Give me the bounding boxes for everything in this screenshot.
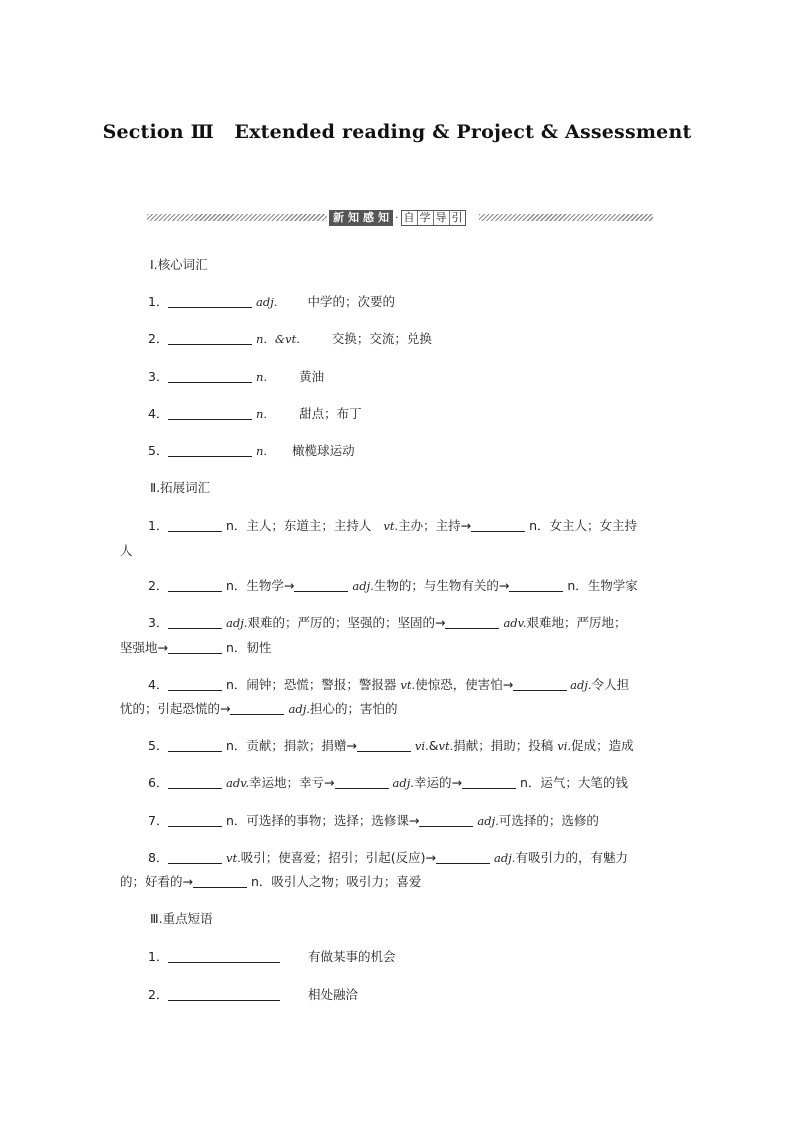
badge-char: 导	[434, 211, 450, 225]
answer-blank[interactable]	[513, 678, 567, 691]
item-number: 1．	[148, 294, 169, 309]
part-of-speech: n.	[256, 370, 268, 384]
banner-stripe-right	[479, 214, 653, 221]
ext-item-4	[148, 675, 629, 693]
item-number: 2．	[148, 578, 169, 593]
part-of-speech: adj.	[477, 814, 499, 828]
meaning: n．运气；大笔的钱	[519, 775, 628, 790]
badge-char: 知	[378, 211, 389, 224]
answer-blank[interactable]	[445, 616, 499, 629]
answer-blank[interactable]	[168, 641, 222, 654]
answer-blank[interactable]	[168, 444, 252, 457]
part-of-speech: vi.	[557, 739, 572, 753]
answer-blank[interactable]	[168, 814, 222, 827]
answer-blank[interactable]	[168, 739, 222, 752]
meaning: n．闹钟；恐慌；警报；警报器	[226, 677, 401, 692]
ext-item-8-continued	[120, 872, 421, 890]
part-of-speech: vt.	[400, 678, 416, 692]
core-item-2	[148, 329, 432, 347]
part-of-speech: adj.	[288, 702, 310, 716]
part-of-speech: adj.	[226, 616, 248, 630]
badge-char: 新	[333, 211, 344, 224]
meaning: 的；好看的→	[120, 874, 193, 889]
meaning: 黄油	[299, 369, 325, 384]
meaning: n．生物学→	[226, 578, 295, 593]
meaning: n．韧性	[225, 640, 272, 655]
ext-item-8	[148, 848, 628, 866]
item-number: 7．	[148, 813, 169, 828]
part-of-speech: adv.	[503, 616, 527, 630]
meaning: 生物的；与生物有关的→	[373, 578, 510, 593]
ext-item-2	[148, 576, 638, 594]
answer-blank[interactable]	[230, 702, 284, 715]
answer-blank[interactable]	[168, 295, 252, 308]
part-of-speech: n．&vt.	[256, 332, 300, 346]
meaning: n．吸引人之物；吸引力；喜爱	[250, 874, 422, 889]
answer-blank[interactable]	[168, 950, 280, 963]
item-number: 1．	[148, 949, 169, 964]
part-of-speech: vt.	[438, 739, 454, 753]
meaning: 幸运的→	[413, 775, 462, 790]
answer-blank[interactable]	[168, 519, 222, 532]
meaning: 有吸引力的，有魅力	[515, 850, 628, 865]
meaning: 吸引；使喜爱；招引；引起(反应)→	[240, 850, 437, 865]
banner-stripe-left	[147, 214, 327, 221]
answer-blank[interactable]	[168, 851, 222, 864]
symbol: &	[428, 738, 439, 753]
phrase-item-1	[148, 947, 396, 965]
item-number: 8．	[148, 850, 169, 865]
part-of-speech: adv.	[226, 776, 250, 790]
ext-item-1-continued: 人	[120, 543, 133, 558]
answer-blank[interactable]	[168, 776, 222, 789]
part-of-speech: vt.	[226, 851, 241, 865]
answer-blank[interactable]	[168, 370, 252, 383]
answer-blank[interactable]	[168, 988, 280, 1001]
answer-blank[interactable]	[168, 678, 222, 691]
answer-blank[interactable]	[335, 776, 389, 789]
answer-blank[interactable]	[168, 579, 222, 592]
answer-blank[interactable]	[168, 616, 222, 629]
meaning: n．可选择的事物；选择；选修课→	[226, 813, 420, 828]
meaning: 艰难的；严厉的；坚强的；坚固的→	[247, 615, 446, 630]
meaning: 相处融洽	[308, 987, 359, 1002]
meaning: 橄榄球运动	[292, 443, 355, 458]
meaning: 甜点；布丁	[299, 406, 362, 421]
item-number: 2．	[148, 987, 169, 1002]
ext-item-5	[148, 736, 634, 754]
meaning: n．主人；东道主；主持人	[226, 518, 384, 533]
meaning: 担心的；害怕的	[309, 701, 398, 716]
meaning: n．女主人；女主持	[529, 518, 638, 533]
badge-char: 感	[363, 211, 374, 224]
part-of-speech: adj.	[352, 579, 374, 593]
answer-blank[interactable]	[168, 407, 252, 420]
answer-blank[interactable]	[193, 875, 247, 888]
meaning: n．贡献；捐款；捐赠→	[226, 738, 357, 753]
item-number: 2．	[148, 331, 169, 346]
badge-char: 知	[348, 211, 359, 224]
core-item-3	[148, 367, 324, 385]
phrase-item-2	[148, 985, 358, 1003]
ext-item-4-continued	[120, 699, 397, 717]
page-title: Section Ⅲ Extended reading & Project & Assessment	[102, 121, 692, 143]
item-number: 4．	[148, 677, 169, 692]
core-item-5	[148, 441, 355, 459]
part-of-speech: vt.	[383, 519, 399, 533]
ext-item-6	[148, 773, 628, 791]
item-number: 1．	[148, 518, 169, 533]
part-of-speech: n.	[256, 444, 268, 458]
ext-item-7	[148, 811, 599, 829]
ext-item-1	[148, 516, 637, 534]
item-number: 3．	[148, 615, 169, 630]
part-of-speech: adj.	[392, 776, 414, 790]
section-heading-key-phrases: Ⅲ.重点短语	[150, 911, 213, 926]
ext-item-3	[148, 613, 626, 631]
answer-blank[interactable]	[509, 579, 563, 592]
badge-dot: ·	[395, 211, 399, 224]
part-of-speech: adj.	[494, 851, 516, 865]
banner-badge	[329, 210, 466, 226]
meaning: 可选择的；选修的	[498, 813, 599, 828]
meaning: 捐献；捐助；投稿	[453, 738, 558, 753]
meaning: 交换；交流；兑换	[331, 331, 432, 346]
meaning: 促成；造成	[571, 738, 634, 753]
meaning: 幸运地；幸亏→	[249, 775, 335, 790]
badge-self-study	[401, 210, 466, 226]
core-item-1	[148, 292, 395, 310]
badge-char: 学	[418, 211, 434, 225]
answer-blank[interactable]	[294, 579, 348, 592]
badge-new-knowledge	[329, 210, 393, 226]
badge-char: 自	[402, 211, 418, 225]
section-heading-core-vocab: Ⅰ.核心词汇	[150, 257, 208, 272]
part-of-speech: adj.	[570, 678, 592, 692]
item-number: 4．	[148, 406, 169, 421]
meaning: 中学的；次要的	[307, 294, 395, 309]
core-item-4	[148, 404, 362, 422]
item-number: 5．	[148, 443, 169, 458]
answer-blank[interactable]	[436, 851, 490, 864]
ext-item-3-continued	[120, 638, 271, 656]
answer-blank[interactable]	[168, 332, 252, 345]
answer-blank[interactable]	[462, 776, 516, 789]
meaning: n．生物学家	[567, 578, 638, 593]
part-of-speech: adj.	[256, 295, 278, 309]
section-heading-extended-vocab: Ⅱ.拓展词汇	[150, 480, 211, 495]
part-of-speech: n.	[256, 407, 268, 421]
item-number: 5．	[148, 738, 169, 753]
item-number: 3．	[148, 369, 169, 384]
answer-blank[interactable]	[357, 739, 411, 752]
item-number: 6．	[148, 775, 169, 790]
meaning: 令人担	[591, 677, 630, 692]
meaning: 艰难地；严厉地；	[526, 615, 627, 630]
answer-blank[interactable]	[471, 519, 525, 532]
meaning: 主办；主持→	[398, 518, 472, 533]
meaning: 有做某事的机会	[308, 949, 396, 964]
badge-char: 引	[451, 211, 463, 224]
meaning: 忧的；引起恐慌的→	[120, 701, 231, 716]
section-banner	[147, 210, 653, 226]
part-of-speech: vi.	[414, 739, 429, 753]
meaning: 坚强地→	[120, 640, 168, 655]
answer-blank[interactable]	[419, 814, 473, 827]
meaning: 使惊恐，使害怕→	[415, 677, 514, 692]
